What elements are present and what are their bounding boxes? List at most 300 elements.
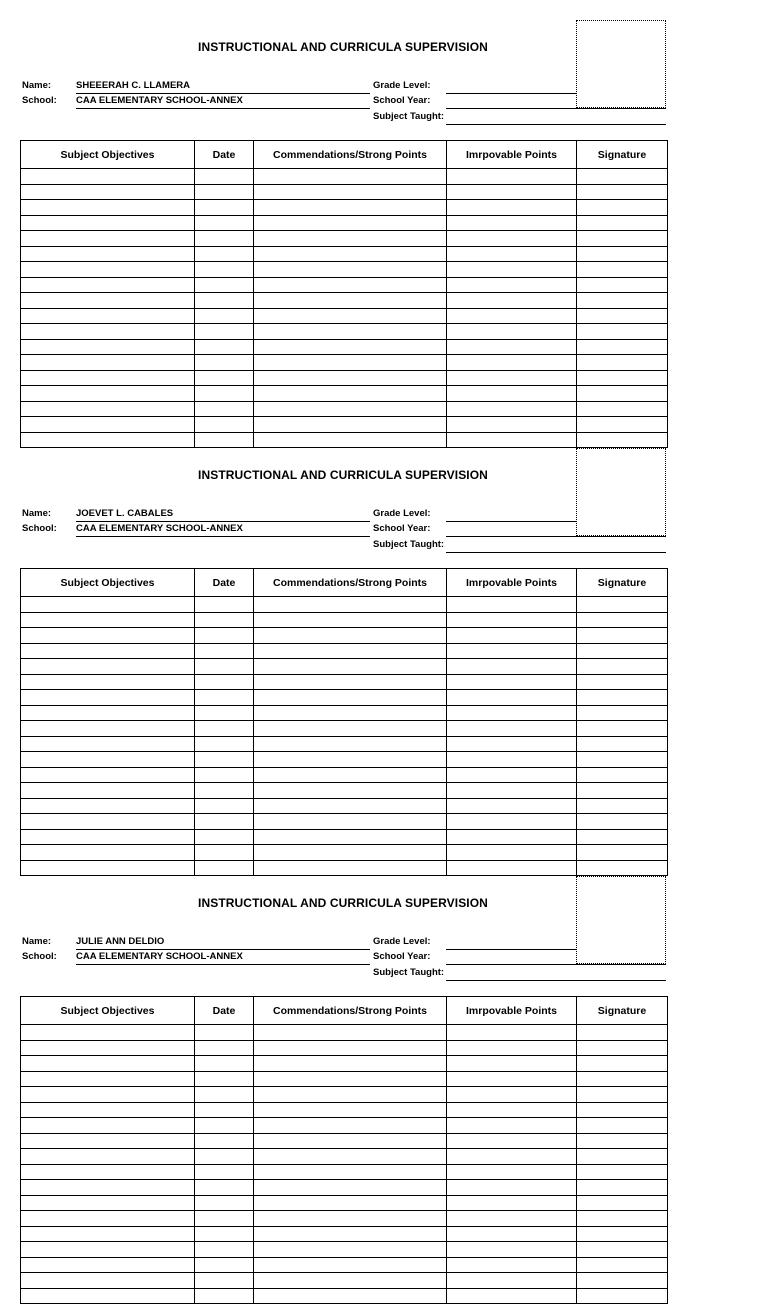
table-cell[interactable] (254, 659, 447, 675)
table-cell[interactable] (195, 736, 254, 752)
table-cell[interactable] (577, 169, 668, 185)
table-cell[interactable] (254, 1118, 447, 1134)
table-cell[interactable] (195, 814, 254, 830)
table-cell[interactable] (21, 1164, 195, 1180)
school-value[interactable]: CAA ELEMENTARY SCHOOL-ANNEX (76, 95, 243, 106)
table-cell[interactable] (577, 1195, 668, 1211)
table-cell[interactable] (195, 324, 254, 340)
table-cell[interactable] (577, 1025, 668, 1041)
table-cell[interactable] (195, 1087, 254, 1103)
table-cell[interactable] (21, 1211, 195, 1227)
table-cell[interactable] (447, 690, 577, 706)
table-cell[interactable] (447, 1040, 577, 1056)
table-cell[interactable] (447, 308, 577, 324)
table-cell[interactable] (577, 1149, 668, 1165)
table-cell[interactable] (447, 386, 577, 402)
school-year-underline (446, 108, 666, 109)
table-cell[interactable] (577, 386, 668, 402)
table-cell[interactable] (447, 860, 577, 876)
table-cell[interactable] (195, 705, 254, 721)
table-cell[interactable] (577, 1288, 668, 1304)
table-cell[interactable] (195, 643, 254, 659)
table-cell[interactable] (195, 659, 254, 675)
table-cell[interactable] (21, 1102, 195, 1118)
table-cell[interactable] (254, 1242, 447, 1258)
table-cell[interactable] (21, 417, 195, 433)
table-cell[interactable] (254, 401, 447, 417)
table-cell[interactable] (447, 1025, 577, 1041)
table-cell[interactable] (577, 184, 668, 200)
table-cell[interactable] (254, 386, 447, 402)
table-cell[interactable] (21, 308, 195, 324)
table-cell[interactable] (195, 860, 254, 876)
table-cell[interactable] (254, 1056, 447, 1072)
table-cell[interactable] (195, 308, 254, 324)
table-cell[interactable] (577, 752, 668, 768)
table-cell[interactable] (447, 370, 577, 386)
table-cell[interactable] (577, 1180, 668, 1196)
table-cell[interactable] (195, 1025, 254, 1041)
table-cell[interactable] (577, 324, 668, 340)
table-cell[interactable] (254, 643, 447, 659)
table-cell[interactable] (577, 277, 668, 293)
table-cell[interactable] (195, 829, 254, 845)
table-cell[interactable] (447, 231, 577, 247)
table-row (21, 246, 668, 262)
table-row (21, 324, 668, 340)
table-cell[interactable] (254, 200, 447, 216)
table-cell[interactable] (21, 674, 195, 690)
table-cell[interactable] (577, 1118, 668, 1134)
table-cell[interactable] (195, 1273, 254, 1289)
table-cell[interactable] (21, 1118, 195, 1134)
table-cell[interactable] (195, 1133, 254, 1149)
table-cell[interactable] (577, 1071, 668, 1087)
table-cell[interactable] (447, 829, 577, 845)
table-row (21, 231, 668, 247)
table-cell[interactable] (195, 1102, 254, 1118)
table-cell[interactable] (254, 705, 447, 721)
table-row (21, 783, 668, 799)
table-cell[interactable] (195, 674, 254, 690)
table-cell[interactable] (21, 1273, 195, 1289)
column-header: Subject Objectives (21, 569, 195, 597)
table-cell[interactable] (254, 339, 447, 355)
table-cell[interactable] (195, 845, 254, 861)
table-cell[interactable] (447, 1149, 577, 1165)
table-cell[interactable] (447, 184, 577, 200)
table-cell[interactable] (254, 1040, 447, 1056)
table-cell[interactable] (21, 860, 195, 876)
table-cell[interactable] (195, 1180, 254, 1196)
table-cell[interactable] (195, 169, 254, 185)
table-cell[interactable] (21, 293, 195, 309)
table-cell[interactable] (21, 1257, 195, 1273)
table-cell[interactable] (195, 1149, 254, 1165)
table-cell[interactable] (21, 1071, 195, 1087)
table-cell[interactable] (254, 845, 447, 861)
table-cell[interactable] (195, 277, 254, 293)
table-cell[interactable] (447, 1071, 577, 1087)
table-cell[interactable] (577, 845, 668, 861)
table-cell[interactable] (21, 845, 195, 861)
table-cell[interactable] (21, 339, 195, 355)
table-cell[interactable] (577, 612, 668, 628)
table-cell[interactable] (447, 1226, 577, 1242)
table-cell[interactable] (254, 1273, 447, 1289)
table-cell[interactable] (447, 705, 577, 721)
table-cell[interactable] (577, 1242, 668, 1258)
table-cell[interactable] (447, 1288, 577, 1304)
table-cell[interactable] (447, 659, 577, 675)
table-cell[interactable] (21, 324, 195, 340)
table-row (21, 417, 668, 433)
table-cell[interactable] (21, 814, 195, 830)
table-cell[interactable] (577, 1273, 668, 1289)
table-cell[interactable] (195, 246, 254, 262)
table-cell[interactable] (254, 1288, 447, 1304)
table-cell[interactable] (577, 200, 668, 216)
table-cell[interactable] (447, 721, 577, 737)
table-cell[interactable] (254, 324, 447, 340)
table-cell[interactable] (447, 1195, 577, 1211)
table-row (21, 293, 668, 309)
name-value[interactable]: JOEVET L. CABALES (76, 508, 174, 519)
table-cell[interactable] (195, 200, 254, 216)
table-cell[interactable] (254, 1149, 447, 1165)
table-cell[interactable] (254, 1226, 447, 1242)
table-cell[interactable] (254, 1164, 447, 1180)
table-cell[interactable] (577, 1164, 668, 1180)
table-cell[interactable] (447, 597, 577, 613)
table-cell[interactable] (254, 184, 447, 200)
table-cell[interactable] (254, 215, 447, 231)
table-cell[interactable] (21, 277, 195, 293)
table-cell[interactable] (195, 798, 254, 814)
table-cell[interactable] (21, 690, 195, 706)
table-cell[interactable] (447, 324, 577, 340)
table-cell[interactable] (195, 1164, 254, 1180)
table-cell[interactable] (577, 643, 668, 659)
supervision-table (20, 140, 668, 448)
name-value[interactable]: SHEEERAH C. LLAMERA (76, 80, 191, 91)
table-cell[interactable] (254, 1102, 447, 1118)
table-cell[interactable] (195, 1242, 254, 1258)
table-cell[interactable] (254, 690, 447, 706)
table-cell[interactable] (21, 829, 195, 845)
table-cell[interactable] (195, 401, 254, 417)
table-cell[interactable] (254, 721, 447, 737)
table-cell[interactable] (21, 721, 195, 737)
table-cell[interactable] (21, 370, 195, 386)
school-year-underline (446, 536, 666, 537)
table-cell[interactable] (21, 1180, 195, 1196)
table-cell[interactable] (254, 1180, 447, 1196)
table-cell[interactable] (447, 432, 577, 448)
table-cell[interactable] (577, 1133, 668, 1149)
column-header: Signature (577, 997, 668, 1025)
name-value[interactable]: JULIE ANN DELDIO (76, 936, 165, 947)
table-cell[interactable] (447, 1180, 577, 1196)
table-cell[interactable] (195, 231, 254, 247)
table-cell[interactable] (254, 308, 447, 324)
table-cell[interactable] (21, 1226, 195, 1242)
table-cell[interactable] (447, 628, 577, 644)
table-cell[interactable] (21, 355, 195, 371)
table-cell[interactable] (577, 1226, 668, 1242)
table-cell[interactable] (447, 767, 577, 783)
table-cell[interactable] (577, 262, 668, 278)
table-cell[interactable] (21, 767, 195, 783)
table-cell[interactable] (254, 860, 447, 876)
table-cell[interactable] (447, 401, 577, 417)
table-cell[interactable] (195, 293, 254, 309)
table-cell[interactable] (195, 1118, 254, 1134)
table-cell[interactable] (577, 215, 668, 231)
table-cell[interactable] (21, 386, 195, 402)
table-cell[interactable] (195, 783, 254, 799)
table-cell[interactable] (21, 169, 195, 185)
table-cell[interactable] (577, 721, 668, 737)
table-cell[interactable] (21, 1025, 195, 1041)
table-cell[interactable] (447, 169, 577, 185)
table-cell[interactable] (577, 628, 668, 644)
table-cell[interactable] (447, 1102, 577, 1118)
table-cell[interactable] (447, 1257, 577, 1273)
table-cell[interactable] (195, 721, 254, 737)
table-cell[interactable] (195, 386, 254, 402)
table-cell[interactable] (577, 597, 668, 613)
table-cell[interactable] (254, 736, 447, 752)
table-cell[interactable] (254, 798, 447, 814)
table-cell[interactable] (447, 1211, 577, 1227)
form-title: INSTRUCTIONAL AND CURRICULA SUPERVISION (198, 896, 488, 910)
table-cell[interactable] (577, 690, 668, 706)
table-cell[interactable] (195, 215, 254, 231)
table-cell[interactable] (577, 814, 668, 830)
table-cell[interactable] (195, 690, 254, 706)
table-cell[interactable] (21, 1288, 195, 1304)
table-cell[interactable] (577, 1257, 668, 1273)
table-cell[interactable] (195, 628, 254, 644)
table-cell[interactable] (254, 293, 447, 309)
table-cell[interactable] (254, 1071, 447, 1087)
table-cell[interactable] (195, 184, 254, 200)
table-cell[interactable] (447, 417, 577, 433)
table-cell[interactable] (21, 705, 195, 721)
table-cell[interactable] (21, 798, 195, 814)
table-cell[interactable] (447, 1087, 577, 1103)
table-cell[interactable] (254, 1025, 447, 1041)
table-cell[interactable] (21, 184, 195, 200)
table-cell[interactable] (447, 1133, 577, 1149)
table-cell[interactable] (21, 752, 195, 768)
table-cell[interactable] (254, 1133, 447, 1149)
table-cell[interactable] (254, 597, 447, 613)
table-cell[interactable] (254, 829, 447, 845)
table-cell[interactable] (447, 674, 577, 690)
table-cell[interactable] (21, 200, 195, 216)
table-cell[interactable] (254, 1211, 447, 1227)
table-cell[interactable] (447, 798, 577, 814)
table-cell[interactable] (577, 1056, 668, 1072)
table-cell[interactable] (447, 355, 577, 371)
table-cell[interactable] (21, 231, 195, 247)
table-cell[interactable] (21, 215, 195, 231)
table-cell[interactable] (195, 767, 254, 783)
table-cell[interactable] (447, 643, 577, 659)
table-cell[interactable] (195, 355, 254, 371)
table-cell[interactable] (21, 1133, 195, 1149)
table-cell[interactable] (254, 246, 447, 262)
table-cell[interactable] (195, 1040, 254, 1056)
table-cell[interactable] (577, 246, 668, 262)
table-cell[interactable] (21, 736, 195, 752)
table-row (21, 1242, 668, 1258)
table-cell[interactable] (21, 246, 195, 262)
table-cell[interactable] (254, 1195, 447, 1211)
table-cell[interactable] (21, 597, 195, 613)
table-row (21, 752, 668, 768)
table-cell[interactable] (447, 814, 577, 830)
table-cell[interactable] (577, 829, 668, 845)
table-cell[interactable] (577, 432, 668, 448)
table-cell[interactable] (577, 736, 668, 752)
table-cell[interactable] (21, 643, 195, 659)
table-cell[interactable] (195, 1071, 254, 1087)
table-cell[interactable] (577, 417, 668, 433)
subject-taught-label: Subject Taught: (373, 111, 445, 122)
table-row (21, 1102, 668, 1118)
table-cell[interactable] (577, 370, 668, 386)
table-cell[interactable] (447, 1118, 577, 1134)
table-cell[interactable] (254, 1257, 447, 1273)
table-cell[interactable] (195, 752, 254, 768)
column-header: Signature (577, 141, 668, 169)
table-cell[interactable] (447, 293, 577, 309)
table-cell[interactable] (195, 370, 254, 386)
table-cell[interactable] (447, 215, 577, 231)
table-cell[interactable] (447, 845, 577, 861)
table-cell[interactable] (254, 169, 447, 185)
table-row (21, 1040, 668, 1056)
table-cell[interactable] (254, 355, 447, 371)
table-cell[interactable] (577, 798, 668, 814)
table-cell[interactable] (577, 293, 668, 309)
table-cell[interactable] (195, 1288, 254, 1304)
table-cell[interactable] (21, 1087, 195, 1103)
table-cell[interactable] (254, 814, 447, 830)
table-cell[interactable] (577, 308, 668, 324)
table-cell[interactable] (195, 1195, 254, 1211)
school-label: School: (22, 951, 57, 962)
table-cell[interactable] (577, 674, 668, 690)
table-cell[interactable] (195, 612, 254, 628)
table-cell[interactable] (577, 339, 668, 355)
table-cell[interactable] (254, 767, 447, 783)
table-cell[interactable] (577, 659, 668, 675)
school-value[interactable]: CAA ELEMENTARY SCHOOL-ANNEX (76, 523, 243, 534)
table-cell[interactable] (447, 1164, 577, 1180)
table-cell[interactable] (195, 417, 254, 433)
table-cell[interactable] (447, 246, 577, 262)
table-cell[interactable] (195, 597, 254, 613)
table-cell[interactable] (254, 262, 447, 278)
table-cell[interactable] (577, 401, 668, 417)
table-cell[interactable] (577, 860, 668, 876)
table-cell[interactable] (254, 628, 447, 644)
table-cell[interactable] (447, 783, 577, 799)
table-cell[interactable] (447, 339, 577, 355)
table-cell[interactable] (21, 1040, 195, 1056)
school-value[interactable]: CAA ELEMENTARY SCHOOL-ANNEX (76, 951, 243, 962)
table-cell[interactable] (254, 752, 447, 768)
table-cell[interactable] (21, 612, 195, 628)
table-cell[interactable] (21, 432, 195, 448)
table-cell[interactable] (577, 1211, 668, 1227)
table-cell[interactable] (447, 1273, 577, 1289)
table-cell[interactable] (254, 417, 447, 433)
table-cell[interactable] (254, 432, 447, 448)
table-cell[interactable] (447, 612, 577, 628)
table-cell[interactable] (195, 262, 254, 278)
table-cell[interactable] (577, 705, 668, 721)
table-cell[interactable] (577, 783, 668, 799)
table-cell[interactable] (447, 277, 577, 293)
table-cell[interactable] (195, 1257, 254, 1273)
table-cell[interactable] (577, 231, 668, 247)
table-cell[interactable] (21, 1056, 195, 1072)
table-cell[interactable] (195, 1226, 254, 1242)
table-cell[interactable] (21, 1195, 195, 1211)
table-cell[interactable] (21, 1242, 195, 1258)
table-cell[interactable] (254, 783, 447, 799)
table-cell[interactable] (577, 1087, 668, 1103)
table-cell[interactable] (254, 612, 447, 628)
table-cell[interactable] (21, 401, 195, 417)
school-underline (76, 964, 370, 965)
table-cell[interactable] (447, 262, 577, 278)
table-cell[interactable] (577, 767, 668, 783)
table-cell[interactable] (21, 1149, 195, 1165)
table-cell[interactable] (21, 659, 195, 675)
table-cell[interactable] (577, 1040, 668, 1056)
table-cell[interactable] (195, 1056, 254, 1072)
table-cell[interactable] (195, 432, 254, 448)
table-cell[interactable] (21, 783, 195, 799)
grade-level-underline (446, 93, 576, 94)
table-cell[interactable] (447, 752, 577, 768)
table-cell[interactable] (577, 355, 668, 371)
table-cell[interactable] (254, 277, 447, 293)
school-year-label: School Year: (373, 95, 431, 106)
table-cell[interactable] (447, 736, 577, 752)
table-cell[interactable] (21, 628, 195, 644)
name-label: Name: (22, 80, 52, 91)
table-cell[interactable] (195, 339, 254, 355)
table-cell[interactable] (447, 1242, 577, 1258)
table-cell[interactable] (254, 674, 447, 690)
table-cell[interactable] (254, 370, 447, 386)
table-cell[interactable] (447, 1056, 577, 1072)
table-cell[interactable] (254, 231, 447, 247)
table-cell[interactable] (195, 1211, 254, 1227)
column-header: Commendations/Strong Points (254, 569, 447, 597)
table-cell[interactable] (577, 1102, 668, 1118)
table-cell[interactable] (21, 262, 195, 278)
table-cell[interactable] (254, 1087, 447, 1103)
table-cell[interactable] (447, 200, 577, 216)
